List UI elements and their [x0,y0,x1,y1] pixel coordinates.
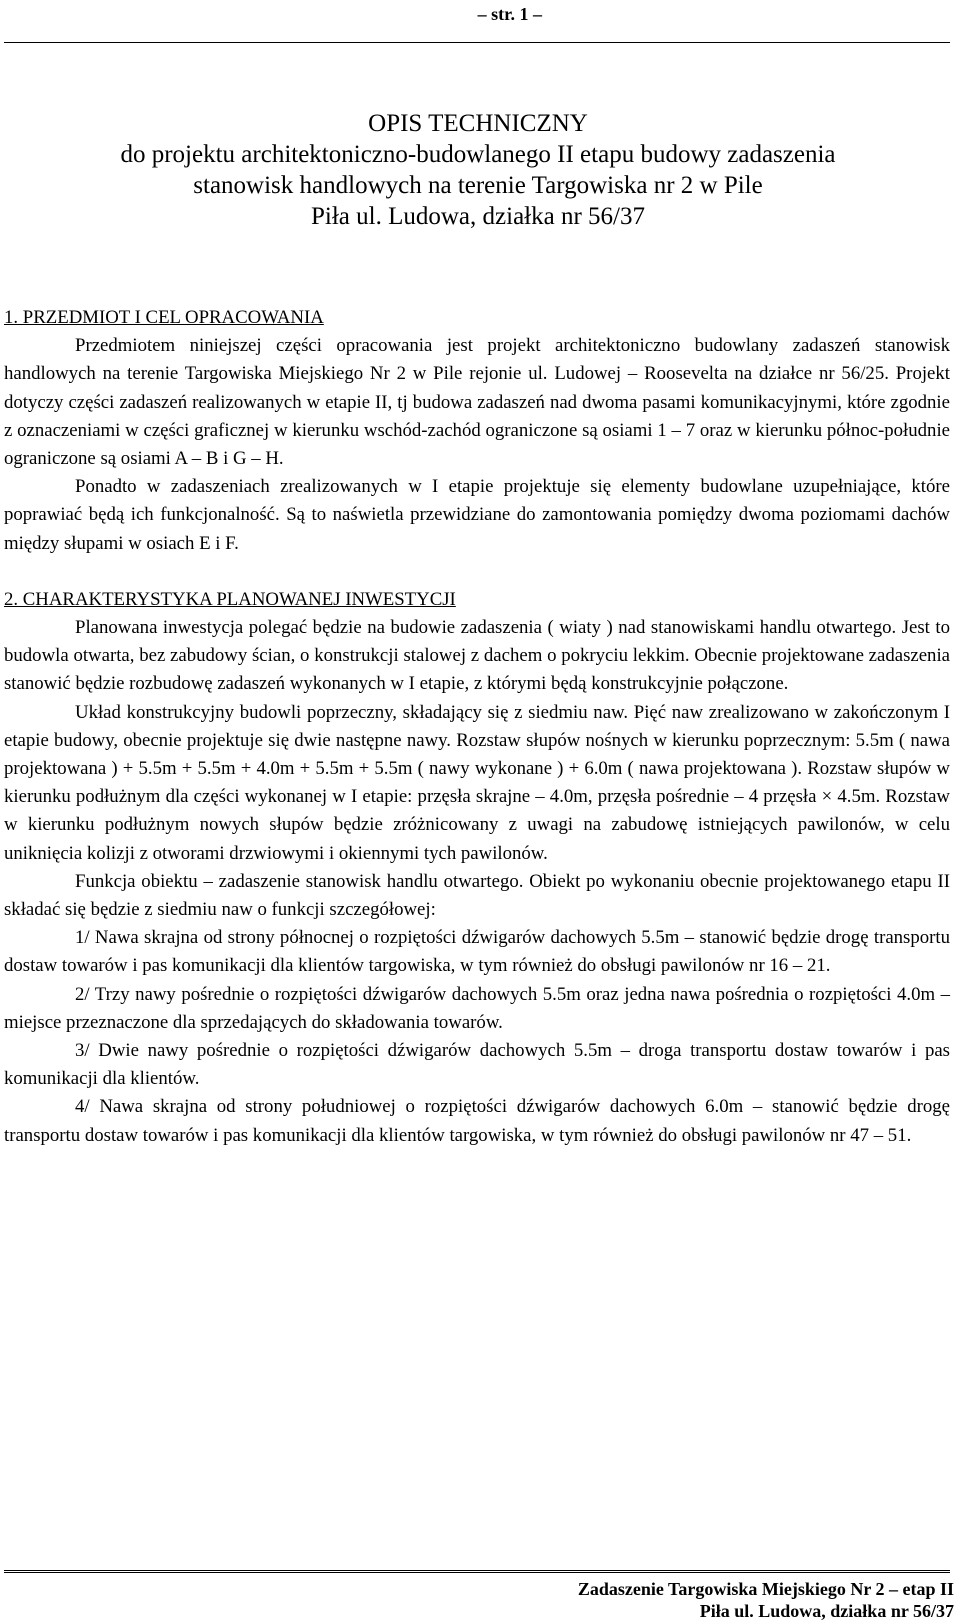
list-item: 1/ Nawa skrajna od strony północnej o rozpiętości dźwigarów dachowych 5.5m – stanowić będzie drogę transportu dostaw towarów i pas komunikacji dla klientów targowiska, w tym również do obsługi pawilonów nr 16 – 21. [4,927,950,977]
document-title [0,108,956,232]
header-rule [4,42,950,43]
section-2-paragraph-2: Układ konstrukcyjny budowli poprzeczny, składający się z siedmiu naw. Pięć naw zrealizowano w zakończonym I etapie budowy, obecnie projektuje się dwie następne nawy. Rozstaw słupów nośnych w kierunku poprzecznym: 5.5m ( nawa projektowana ) + 5.5m + 5.5m + 4.0m + 5.5m + 5.5m ( nawy wykonane ) + 6.0m ( nawa projektowana ). Rozstaw słupów w kierunku podłużnym dla części wykonanej w I etapie: przęsła skrajne – 4.0m, przęsła pośrednie – 4 przęsła × 4.5m. Rozstaw w kierunku podłużnym nowych słupów będzie zróżnicowany z uwagi na zabudowę istniejących pawilonów, w celu uniknięcia kolizji z otworami drzwiowymi i okiennymi tych pawilonów. [4,701,950,864]
title-line-3: stanowisk handlowych na terenie Targowiska nr 2 w Pile [193,172,763,199]
page-footer [578,1578,954,1622]
footer-rule [4,1570,950,1573]
section-spacer [4,558,950,586]
title-line-2: do projektu architektoniczno-budowlanego II etapu budowy zadaszenia [120,141,836,168]
list-item: 4/ Nawa skrajna od strony południowej o rozpiętości dźwigarów dachowych 6.0m – stanowić będzie drogę transportu dostaw towarów i pas komunikacji dla klientów targowiska, w tym również do obsługi pawilonów nr 47 – 51. [4,1096,950,1146]
footer-line-1: Zadaszenie Targowiska Miejskiego Nr 2 – etap II [577,1579,954,1599]
title-line-1: OPIS TECHNICZNY [368,110,588,137]
section-2-paragraph-3: Funkcja obiektu – zadaszenie stanowisk handlu otwartego. Obiekt po wykonaniu obecnie projektowanego etapu II składać się będzie z siedmiu naw o funkcji szczegółowej: [4,870,950,921]
title-line-4: Piła ul. Ludowa, działka nr 56/37 [311,203,645,230]
section-1-paragraph-2: Ponadto w zadaszeniach zrealizowanych w I etapie projektuje się elementy budowlane uzupełniające, które poprawiać będą ich funkcjonalność. Są to naświetla przewidziane do zamontowania pomiędzy dwoma poziomami dachów między słupami w osiach E i F. [4,476,950,554]
section-1-heading: 1. PRZEDMIOT I CEL OPRACOWANIA [4,307,324,328]
section-2-heading: 2. CHARAKTERYSTYKA PLANOWANEJ INWESTYCJI [4,588,456,610]
list-item: 3/ Dwie nawy pośrednie o rozpiętości dźwigarów dachowych 5.5m – droga transportu dostaw towarów i pas komunikacji dla klientów. [4,1040,950,1090]
section-1-paragraph-1: Przedmiotem niniejszej części opracowania jest projekt architektoniczno budowlany zadaszeń stanowisk handlowych na terenie Targowiska Miejskiego Nr 2 w Pile rejonie ul. Ludowej – Roosevelta na działce nr 56/25. Projekt dotyczy części zadaszeń realizowanych w etapie II, tj budowa zadaszeń nad dwoma pasami komunikacyjnymi, które zgodnie z oznaczeniami w części graficznej w kierunku wschód-zachód ograniczone są osiami 1 – 7 oraz w kierunku północ-południe ograniczone są osiami A – B i G – H. [4,335,950,470]
section-2-paragraph-1: Planowana inwestycja polegać będzie na budowie zadaszenia ( wiaty ) nad stanowiskami handlu otwartego. Jest to budowla otwarta, bez zabudowy ścian, o konstrukcji stalowej z dachem o pokryciu lekkim. Obecnie projektowane zadaszenia stanowić będzie rozbudowę zadaszeń wykonanych w I etapie, z którymi będą konstrukcyjnie połączone. [4,617,950,695]
document-body [4,304,950,1150]
page-number: – str. 1 – [477,4,542,24]
footer-line-2: Piła ul. Ludowa, działka nr 56/37 [699,1601,954,1621]
list-item: 2/ Trzy nawy pośrednie o rozpiętości dźwigarów dachowych 5.5m oraz jedna nawa pośrednia o rozpiętości 4.0m – miejsce przeznaczone dla sprzedających do składowania towarów. [4,983,950,1033]
